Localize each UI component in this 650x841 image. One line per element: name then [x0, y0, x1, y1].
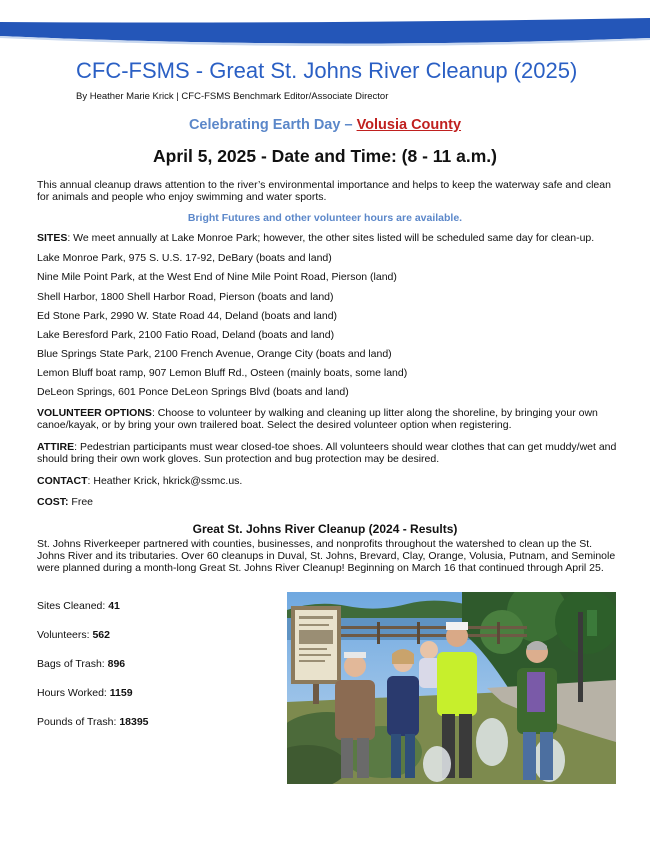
stat-label: Pounds of Trash:	[37, 716, 120, 728]
site-item: Blue Springs State Park, 2100 French Avenue, Orange City (boats and land)	[37, 348, 392, 360]
celebrate-prefix: Celebrating Earth Day –	[188, 117, 357, 133]
sites-text: : We meet annually at Lake Monroe Park; however, the other sites listed will be scheduled same day for clean-up.	[67, 232, 595, 244]
stat-pounds-of-trash	[37, 716, 149, 728]
byline: By Heather Marie Krick | CFC-FSMS Benchmark Editor/Associate Director	[76, 91, 389, 102]
contact-text: : Heather Krick, hkrick@ssmc.us.	[87, 475, 243, 487]
stat-label: Hours Worked:	[37, 687, 110, 699]
volunteer-text: : Choose to volunteer by walking and cleaning up litter along the shoreline, by bringing your own canoe/kayak, or by bring your own trailered boat. Select the desired volunteer option when registering.	[37, 407, 598, 431]
sites-paragraph	[37, 232, 619, 244]
site-item: Shell Harbor, 1800 Shell Harbor Road, Pierson (boats and land)	[37, 291, 334, 303]
site-item: DeLeon Springs, 601 Ponce DeLeon Springs Blvd (boats and land)	[37, 386, 349, 398]
stat-hours-worked	[37, 687, 133, 699]
bright-futures-note: Bright Futures and other volunteer hours are available.	[187, 212, 463, 224]
header-banner	[0, 0, 650, 60]
earth-day-subheading	[0, 117, 650, 133]
cost-text: Free	[68, 496, 94, 508]
contact-line	[37, 475, 619, 487]
county-link[interactable]: Volusia County	[356, 117, 462, 133]
attire-label: ATTIRE	[37, 441, 75, 453]
stat-bags-of-trash	[37, 658, 125, 670]
site-item: Ed Stone Park, 2990 W. State Road 44, Deland (boats and land)	[37, 310, 338, 322]
stat-sites-cleaned	[37, 600, 120, 612]
stat-value: 1159	[109, 687, 133, 699]
results-paragraph: St. Johns Riverkeeper partnered with counties, businesses, and nonprofits throughout the watershed to clean up the St. Johns River and its tributaries. Over 60 cleanups in Duval, St. Johns, Brevard, Clay, Orange, Volusia, Putnam, and Seminole were planned during a month-long Great St. Johns River Cleanup! Beginning on March 16 that continued through April 25.	[37, 538, 616, 574]
volunteers-photo	[287, 592, 616, 784]
cost-line	[37, 496, 619, 508]
stat-value: 562	[92, 629, 110, 641]
attire-text: : Pedestrian participants must wear closed-toe shoes. All volunteers should wear clothes that can get muddy/wet and should bring their own work gloves. Sun protection and bug protection may be desired.	[37, 441, 617, 465]
attire-paragraph	[37, 441, 619, 465]
site-item: Lemon Bluff boat ramp, 907 Lemon Bluff Rd., Osteen (mainly boats, some land)	[37, 367, 408, 379]
site-item: Lake Beresford Park, 2100 Fatio Road, Deland (boats and land)	[37, 329, 335, 341]
stat-label: Bags of Trash:	[37, 658, 108, 670]
page-title: CFC-FSMS - Great St. Johns River Cleanup (2025)	[76, 58, 578, 83]
volunteer-options-paragraph	[37, 407, 619, 431]
stat-value: 18395	[119, 716, 149, 728]
contact-label: CONTACT	[37, 475, 88, 487]
date-heading: April 5, 2025 - Date and Time: (8 - 11 a.m.)	[153, 146, 497, 166]
stat-label: Volunteers:	[37, 629, 93, 641]
cost-label: COST:	[37, 496, 69, 508]
stat-value: 41	[108, 600, 120, 612]
site-item: Nine Mile Point Park, at the West End of Nine Mile Point Road, Pierson (land)	[37, 271, 397, 283]
stat-value: 896	[107, 658, 126, 670]
stat-volunteers	[37, 629, 110, 641]
intro-paragraph: This annual cleanup draws attention to the river’s environmental importance and helps to keep the waterway safe and clean for animals and people who enjoy swimming and water sports.	[37, 179, 611, 203]
results-heading: Great St. Johns River Cleanup (2024 - Results)	[192, 522, 458, 536]
sites-label: SITES	[37, 232, 68, 244]
stat-label: Sites Cleaned:	[37, 600, 109, 612]
volunteer-label: VOLUNTEER OPTIONS	[37, 407, 152, 419]
site-item: Lake Monroe Park, 975 S. U.S. 17-92, DeBary (boats and land)	[37, 252, 332, 264]
